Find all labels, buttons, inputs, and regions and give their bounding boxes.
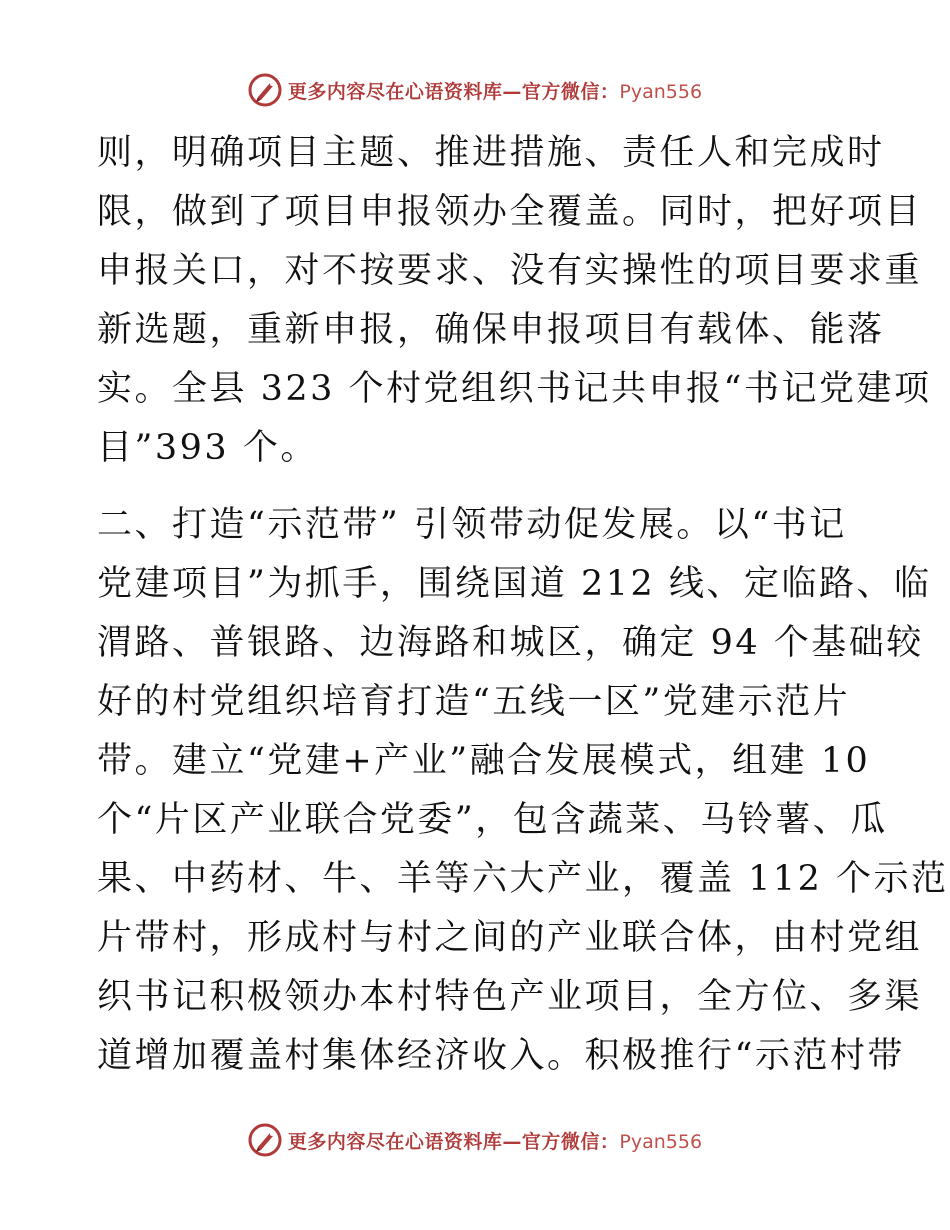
text-line: 二、打造“示范带” 引领带动促发展。以“书记: [97, 505, 847, 545]
paragraph-2: [97, 496, 949, 1086]
pen-logo-icon: [248, 73, 282, 107]
footer-wechat-id: Pyan556: [619, 1130, 703, 1153]
text-line: 渭路、普银路、边海路和城区，确定 94 个基础较: [97, 623, 924, 663]
paragraph-spacer: [97, 478, 857, 496]
text-line: 则，明确项目主题、推进措施、责任人和完成时: [97, 133, 885, 173]
text-line: 申报关口，对不按要求、没有实操性的项目要求重: [97, 251, 923, 291]
text-line: 道增加覆盖村集体经济收入。积极推行“示范村带: [97, 1036, 905, 1076]
paragraph-1: [97, 124, 932, 478]
text-line: 果、中药材、牛、羊等六大产业，覆盖 112 个示范: [97, 859, 949, 899]
footer-banner-label: 更多内容尽在心语资料库—官方微信：: [287, 1130, 620, 1153]
pen-logo-icon: [248, 1123, 282, 1157]
footer-banner-text: [288, 1127, 702, 1154]
text-line: 党建项目”为抓手，围绕国道 212 线、定临路、临: [97, 564, 932, 604]
text-line: 织书记积极领办本村特色产业项目，全方位、多渠: [97, 977, 923, 1017]
document-body: [97, 124, 949, 1086]
header-watermark-banner: [0, 70, 950, 110]
text-line: 好的村党组织培育打造“五线一区”党建示范片: [97, 682, 851, 722]
header-wechat-id: Pyan556: [619, 80, 703, 103]
text-line: 个“片区产业联合党委”，包含蔬菜、马铃薯、瓜: [97, 800, 888, 840]
text-line: 目”393 个。: [97, 428, 318, 468]
footer-watermark-banner: [0, 1120, 950, 1160]
header-banner-text: [288, 77, 702, 104]
text-line: 限，做到了项目申报领办全覆盖。同时，把好项目: [97, 192, 923, 232]
text-line: 片带村，形成村与村之间的产业联合体，由村党组: [97, 918, 923, 958]
text-line: 实。全县 323 个村党组织书记共申报“书记党建项: [97, 369, 932, 409]
text-line: 新选题，重新申报，确保申报项目有载体、能落: [97, 310, 885, 350]
header-banner-label: 更多内容尽在心语资料库—官方微信：: [287, 80, 620, 103]
text-line: 带。建立“党建+产业”融合发展模式，组建 10: [97, 741, 871, 781]
